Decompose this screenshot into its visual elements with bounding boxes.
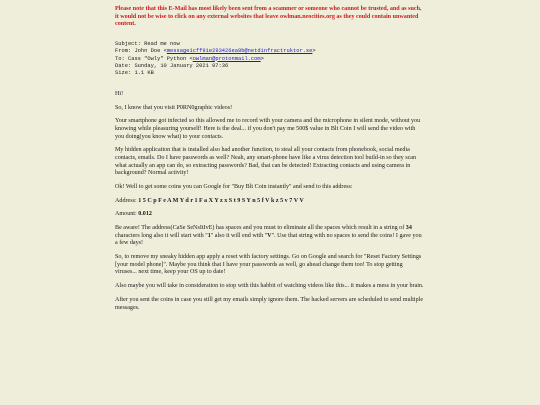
- body-paragraph-6: So, to remove my sneaky hidden app apply a reset with factory settings. Go on Google and search for "Reset Factory Settings [your model phone]". Maybe you think that I have your passwords as well, go ahead change them too! To stop getting viruses... next time, keep your OS up to date!: [115, 254, 422, 276]
- p5-end-char: V: [267, 232, 272, 239]
- from-line: From: John Doe <message1cff91e293426ea9b@netdinfractruktor.se>: [115, 48, 316, 55]
- size-label: Size:: [115, 70, 132, 77]
- amount-label: Amount:: [115, 211, 137, 218]
- body-paragraph-2: Your smartphone got infected so this allowed me to record with your camera and the microphone in silent mode, without you knowing while pleasuring yourself! Here is the deal... if you don't pay me 500$ value in Blt Coin I will send the video with you doing(you know what) to your contacts.: [115, 118, 421, 140]
- p5-text-e: " also it will end with ": [210, 232, 268, 239]
- p5-length: 34: [405, 225, 412, 232]
- to-name: Cass "Owly" Python: [127, 55, 187, 62]
- from-email-link[interactable]: message1cff91e293426ea9b@netdinfractruktor.se: [166, 48, 313, 55]
- body-paragraph-1: So, I know that you visit P0RN0graphic videos!: [115, 104, 233, 111]
- p5-text-a: Be aware! The address(CaSe SeNsItIvE) has spaces and you must to eliminate all the spaces which result in a string of: [115, 225, 406, 232]
- email-headers: [115, 41, 425, 78]
- p5-start-char: 1: [207, 232, 211, 239]
- body-paragraph-3: My hidden application that is installed also had another function, to steal all your contacts from phonebook, social media contacts, emails. Do I have passwords as well? Neah, any smart-phone have like a virus detection tool build-in so they scan what actually an app can do, so extracting passwords? Bad, that can be detected! Extracting contacts and using camera in background? Normal activity!: [115, 147, 417, 177]
- date-line: [115, 63, 228, 69]
- subject-label: Subject:: [115, 40, 141, 47]
- p5-text-g: ". Use that string with no spaces to send the coins! I gave you a few days!: [115, 232, 422, 247]
- body-paragraph-4: Ok! Well to get some coins you can Google for "Buy Blt Coin instantly" and send to this address:: [115, 183, 353, 190]
- scam-warning: Please note that this E-Mail has most likely been sent from a scammer or someone who cannot be trusted, and as such, it would not be wise to click on any external websites that leave owlman.neocities.org as they could contain unwanted content.: [115, 6, 422, 28]
- body-paragraph-5: [115, 225, 425, 248]
- subject-value: Read me now: [144, 40, 180, 47]
- from-label: From:: [115, 48, 132, 55]
- email-content: [115, 6, 425, 318]
- from-name: John Doe: [134, 48, 161, 55]
- to-email-link[interactable]: owlman@protonmail.com: [192, 55, 261, 62]
- amount-value: 0.012: [138, 211, 152, 218]
- p5-text-c: characters long also it will start with ": [115, 232, 208, 239]
- size-line: [115, 70, 154, 76]
- date-value: Sunday, 10 January 2021 07:36: [134, 63, 229, 69]
- date-label: Date:: [115, 63, 132, 69]
- to-label: To:: [115, 55, 125, 62]
- body-paragraph-7: Also maybe you will take in consideration to stop with this habbit of watching videos like this... it makes a mess in your brain.: [115, 283, 424, 290]
- size-value: 1.1 KB: [134, 70, 154, 77]
- address-label: Address:: [115, 197, 137, 204]
- greeting: Hi!: [115, 90, 124, 97]
- bitcoin-address: 1 5 C p F e A M Y d r 1 F a X Y z x S t 9 S Y n 5 f V k z 5 v 7 V V: [138, 197, 304, 204]
- address-line: [115, 198, 425, 206]
- body-paragraph-8: After you sent the coins in case you still get my emails simply ignore them. The hacked servers are scheduled to send multiple messages.: [115, 296, 424, 311]
- to-line: To: Cass "Owly" Python <owlman@protonmail.com>: [115, 55, 264, 62]
- subject-line: [115, 41, 180, 47]
- amount-line: [115, 211, 425, 219]
